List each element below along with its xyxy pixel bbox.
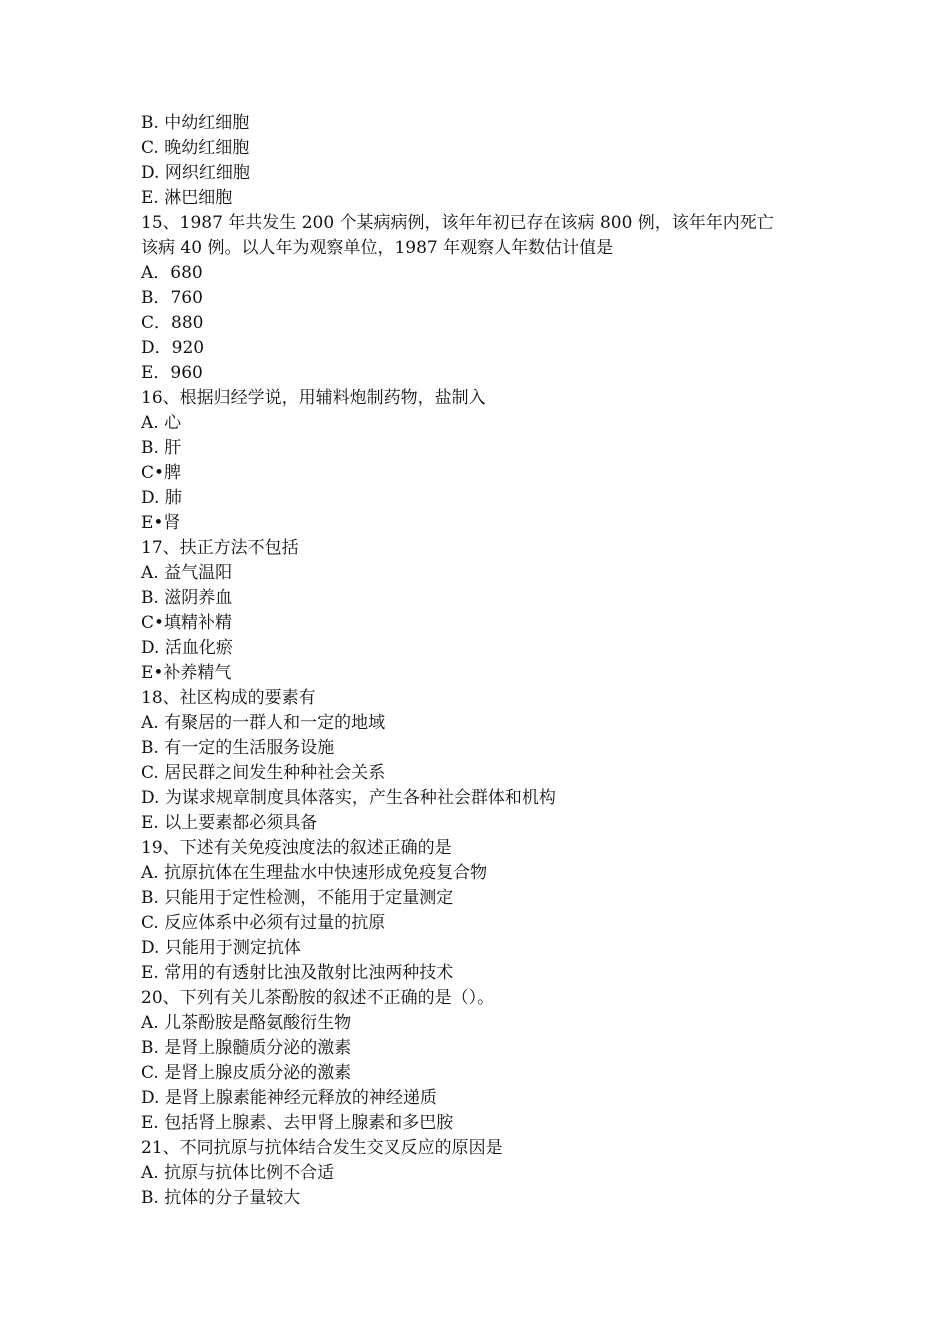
option-line: B．760 xyxy=(141,288,203,308)
option-line: B. 肝 xyxy=(141,438,182,458)
option-line: B. 是肾上腺髓质分泌的激素 xyxy=(141,1038,352,1058)
option-line: E. 包括肾上腺素、去甲肾上腺素和多巴胺 xyxy=(141,1113,454,1133)
option-line: C. 反应体系中必须有过量的抗原 xyxy=(141,913,386,933)
option-line: B. 滋阴养血 xyxy=(141,588,233,608)
option-line: A. 有聚居的一群人和一定的地域 xyxy=(141,713,386,733)
option-line: E. 淋巴细胞 xyxy=(141,188,233,208)
option-line: D. 活血化瘀 xyxy=(141,638,233,658)
option-line: A．680 xyxy=(141,263,203,283)
option-line: D. 肺 xyxy=(141,488,182,508)
option-line: D. 只能用于测定抗体 xyxy=(141,938,301,958)
question-continuation-line: 该病 40 例。以人年为观察单位，1987 年观察人年数估计值是 xyxy=(141,238,614,258)
option-line: C. 居民群之间发生种种社会关系 xyxy=(141,763,386,783)
option-line: B. 有一定的生活服务设施 xyxy=(141,738,335,758)
option-line: A. 抗原抗体在生理盐水中快速形成免疫复合物 xyxy=(141,863,488,883)
option-line: E. 以上要素都必须具备 xyxy=(141,813,318,833)
option-line: E•肾 xyxy=(141,513,181,533)
question-line: 20、下列有关儿茶酚胺的叙述不正确的是（）。 xyxy=(141,988,495,1008)
option-line: D. 网织红细胞 xyxy=(141,163,250,183)
exam-content xyxy=(141,111,821,1211)
option-line: A. 心 xyxy=(141,413,182,433)
option-line: B. 中幼红细胞 xyxy=(141,113,250,133)
question-line: 19、下述有关免疫浊度法的叙述正确的是 xyxy=(141,838,452,858)
option-line: E. 常用的有透射比浊及散射比浊两种技术 xyxy=(141,963,454,983)
option-line: C．880 xyxy=(141,313,204,333)
option-line: A. 抗原与抗体比例不合适 xyxy=(141,1163,335,1183)
question-line: 18、社区构成的要素有 xyxy=(141,688,316,708)
question-line: 17、扶正方法不包括 xyxy=(141,538,299,558)
option-line: C•脾 xyxy=(141,463,182,483)
option-line: E．960 xyxy=(141,363,203,383)
option-line: A. 儿茶酚胺是酪氨酸衍生物 xyxy=(141,1013,352,1033)
question-line: 16、根据归经学说，用辅料炮制药物，盐制入 xyxy=(141,388,486,408)
option-line: C•填精补精 xyxy=(141,613,233,633)
option-line: E•补养精气 xyxy=(141,663,232,683)
option-line: C. 是肾上腺皮质分泌的激素 xyxy=(141,1063,352,1083)
option-line: A. 益气温阳 xyxy=(141,563,233,583)
option-line: B. 抗体的分子量较大 xyxy=(141,1188,301,1208)
option-line: D. 是肾上腺素能神经元释放的神经递质 xyxy=(141,1088,437,1108)
option-line: C. 晚幼红细胞 xyxy=(141,138,250,158)
option-line: B. 只能用于定性检测，不能用于定量测定 xyxy=(141,888,454,908)
option-line: D. 为谋求规章制度具体落实，产生各种社会群体和机构 xyxy=(141,788,556,808)
option-line: D．920 xyxy=(141,338,205,358)
question-line: 21、不同抗原与抗体结合发生交叉反应的原因是 xyxy=(141,1138,503,1158)
question-line: 15、1987 年共发生 200 个某病病例，该年年初已存在该病 800 例，该年年内死亡 xyxy=(141,213,774,233)
